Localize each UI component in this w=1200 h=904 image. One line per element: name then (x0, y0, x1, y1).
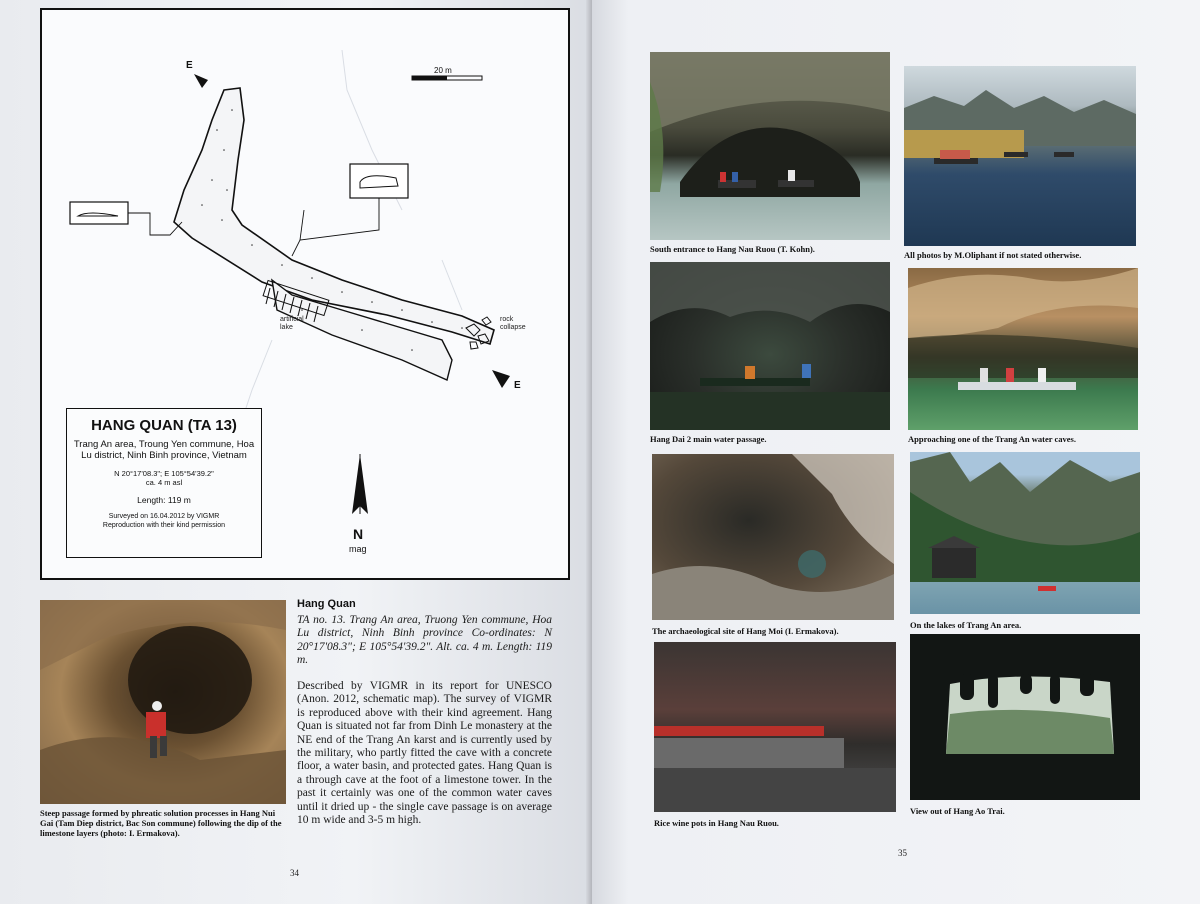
photo-hang-ao-trai (910, 634, 1140, 800)
photo-trang-an-lakes (910, 452, 1140, 614)
reproduction-credit: Reproduction with their kind permission (102, 521, 226, 529)
photo-hang-dai-2 (650, 262, 890, 430)
north-label: N (353, 526, 364, 542)
cave-altitude: ca. 4 m asl (145, 478, 183, 487)
photo-caption-1: South entrance to Hang Nau Ruou (T. Kohn). (650, 244, 815, 254)
entrance-label-south: E (514, 380, 521, 391)
left-page (0, 0, 592, 904)
photo-caption-hang-nui-gai: Steep passage formed by phreatic solution processes in Hang Nui Gai (Tam Diep district, Bac Son commune) following the dip of the limestone layers (photo: I. Ermakova). (40, 808, 282, 838)
photo-caption-7: Rice wine pots in Hang Nau Ruou. (654, 818, 779, 828)
photo-hang-moi (652, 454, 894, 620)
mag-label: mag (349, 544, 367, 554)
cave-survey-map (40, 8, 570, 580)
photo-caption-2: All photos by M.Oliphant if not stated otherwise. (904, 250, 1082, 260)
photo-caption-5: The archaeological site of Hang Moi (I. Ermakova). (652, 626, 839, 636)
photo-south-entrance-hang-nau-ruou (650, 52, 890, 240)
survey-credit: Surveyed on 16.04.2012 by VIGMR (108, 513, 220, 520)
cave-length: Length: 119 m (137, 495, 191, 505)
collapse-note: rock collapse (500, 316, 526, 331)
page-number-right: 35 (898, 848, 907, 858)
photo-caption-4: Approaching one of the Trang An water caves. (908, 434, 1076, 444)
entrance-label-north: E (186, 60, 193, 71)
photo-hang-nui-gai (40, 600, 286, 804)
cave-details-italic: TA no. 13. Trang An area, Truong Yen commune, Hoa Lu district, Ninh Binh province Co-ordinates: N 20°17'08.3"; E 105°54'39.2". Alt. ca. 4 m. Length: 119 m. (297, 614, 552, 667)
page-number-left: 34 (290, 868, 299, 878)
section-title: Hang Quan (297, 598, 356, 610)
photo-caption-8: View out of Hang Ao Trai. (910, 806, 1005, 816)
photo-caption-6: On the lakes of Trang An area. (910, 620, 1022, 630)
cave-location: Trang An area, Troung Yen commune, Hoa Lu district, Ninh Binh province, Vietnam (73, 439, 255, 461)
photo-caption-3: Hang Dai 2 main water passage. (650, 434, 767, 444)
right-page (592, 0, 1200, 904)
photo-approaching-water-cave (908, 268, 1138, 430)
cave-title: HANG QUAN (TA 13) (91, 417, 237, 434)
scale-label: 20 m (434, 66, 452, 75)
photo-boats-on-river (904, 66, 1136, 246)
lake-note: artificial lake (280, 316, 304, 331)
cave-coordinates: N 20°17'08.3"; E 105°54'39.2" (114, 469, 214, 478)
map-title-box (66, 408, 262, 558)
photo-rice-wine-pots (654, 642, 896, 812)
cave-description: Described by VIGMR in its report for UNESCO (Anon. 2012, schematic map). The survey of VIGMR is reproduced above with their kind agreement. Hang Quan is situated not far from Dinh Le monastery at the NE end of the Trang An karst and is currently used by the military, who partly fitted the cave with a concrete floor, a water basin, and protected gates. Hang Quan is a through cave at the foot of a limestone tower. In the past it certainly was one of the common water caves until it dried up - the single cave passage is on average 10 m wide and 3-5 m high. (297, 680, 552, 827)
